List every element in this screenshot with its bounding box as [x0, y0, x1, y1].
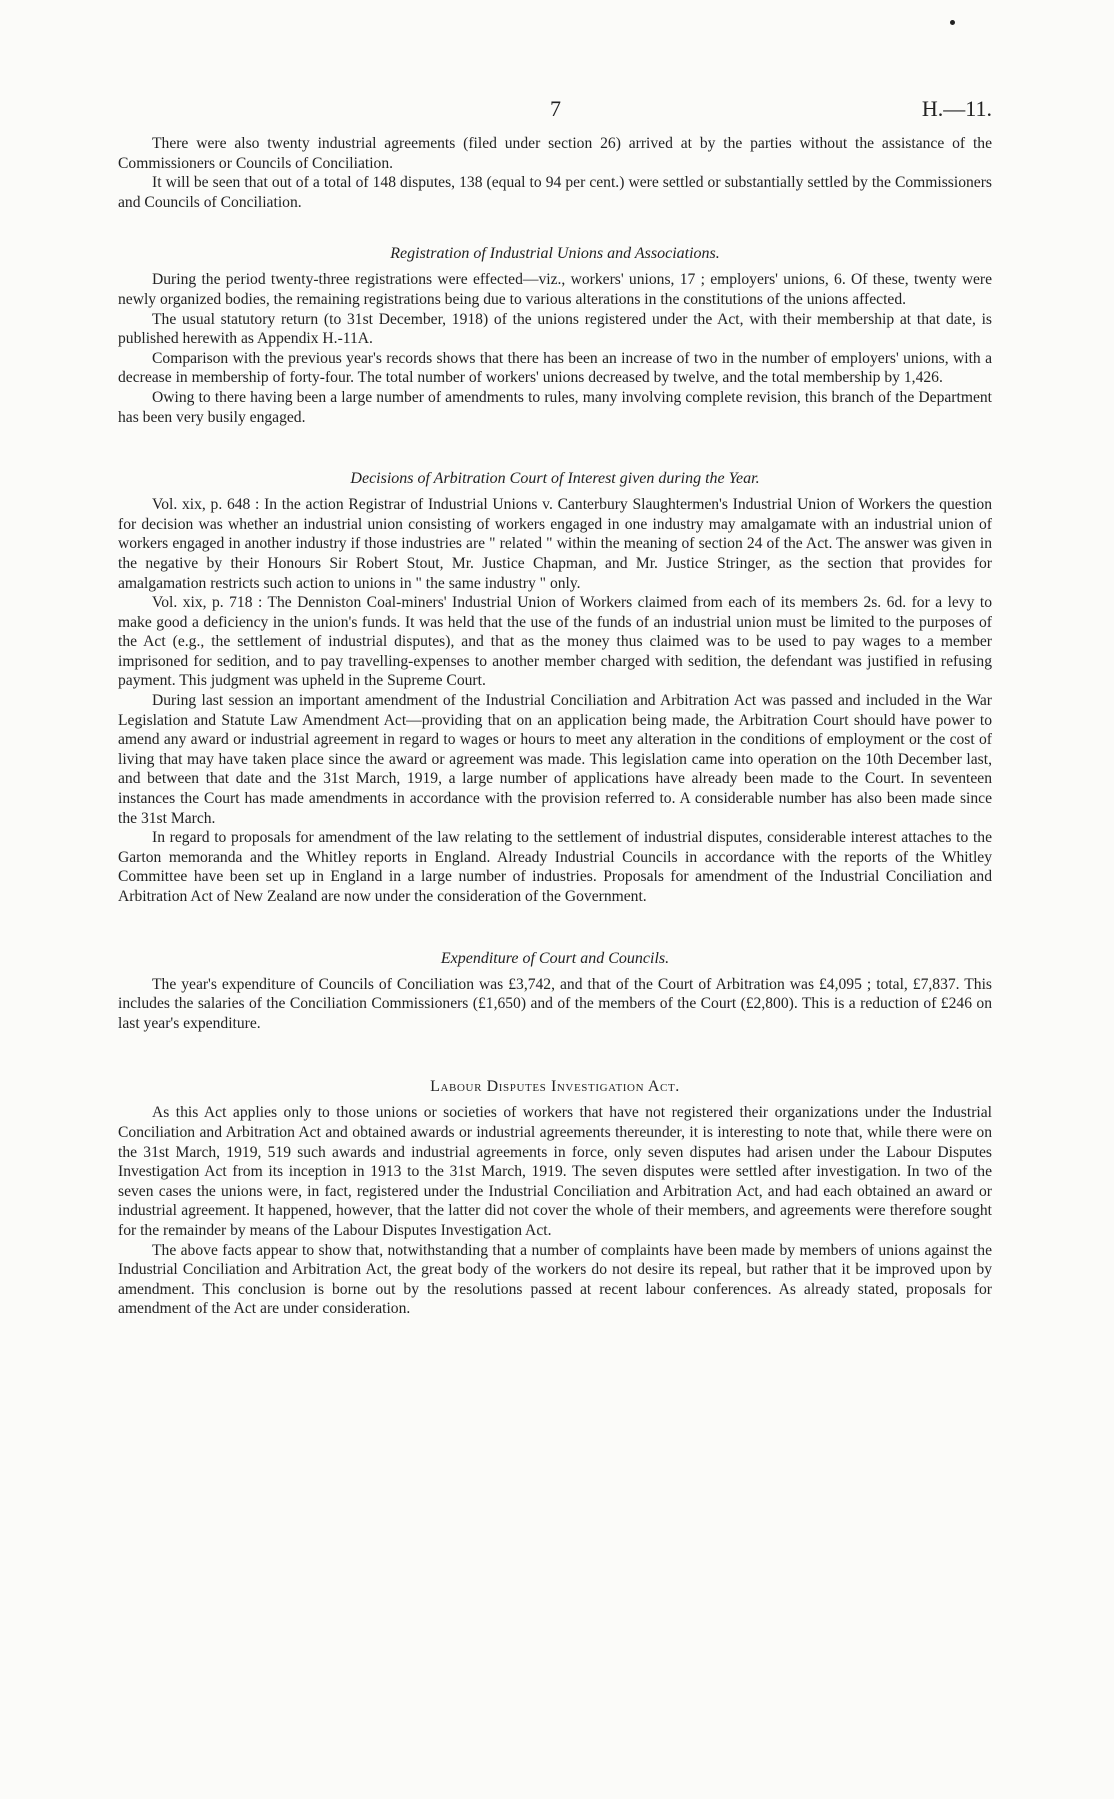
page-header	[118, 82, 992, 122]
paragraph: The year's expenditure of Councils of Conciliation was £3,742, and that of the Court of Arbitration was £4,095 ; total, £7,837. This includes the salaries of the Conciliation Commissioners (£1,650) and of the members of the Court (£2,800). This is a reduction of £246 on last year's expenditure.	[118, 975, 992, 1032]
expenditure-section	[118, 975, 992, 1034]
paragraph: As this Act applies only to those unions or societies of workers that have not registered their organizations under the Industrial Conciliation and Arbitration Act and obtained awards or industrial agreements thereunder, it is interesting to note that, while there were on the 31st March, 1919, 519 such awards and industrial agreements in force, only seven disputes had arisen under the Labour Disputes Investigation Act from its inception in 1913 to the 31st March, 1919. The seven disputes were settled after investigation. In two of the seven cases the unions were, in fact, registered under the Industrial Conciliation and Arbitration Act, and had each obtained an award or industrial agreement. It happened, however, that the latter did not cover the whole of their members, and agreements were therefore sought for the remainder by means of the Labour Disputes Investigation Act.	[118, 1104, 992, 1239]
labour-disputes-section	[118, 1103, 992, 1319]
paragraph: Vol. xix, p. 648 : In the action Registrar of Industrial Unions v. Canterbury Slaughtermen's Industrial Union of Workers the question for decision was whether an industrial union consisting of workers engaged in one industry may amalgamate with an industrial union of workers engaged in another industry if those industries are " related " within the meaning of section 24 of the Act. The answer was given in the negative by their Honours Sir Robert Stout, Mr. Justice Chapman, and Mr. Justice Stringer, as the section that provides for amalgamation restricts such action to unions in " the same industry " only.	[118, 496, 992, 592]
paragraph: The above facts appear to show that, notwithstanding that a number of complaints have been made by members of unions against the Industrial Conciliation and Arbitration Act, the great body of the workers do not desire its repeal, but rather that it be improved upon by amendment. This conclusion is borne out by the resolutions passed at recent labour conferences. As already stated, proposals for amendment of the Act are under consideration.	[118, 1241, 992, 1318]
paragraph: Vol. xix, p. 718 : The Denniston Coal-miners' Industrial Union of Workers claimed from each of its members 2s. 6d. for a levy to make good a deficiency in the union's funds. It was held that the use of the funds of an industrial union must be limited to the purposes of the Act (e.g., the settlement of industrial disputes), and that as the money thus claimed was to be used to pay wages to a member imprisoned for sedition, and to pay travelling-expenses to another member charged with sedition, the defendant was justified in refusing payment. This judgment was upheld in the Supreme Court.	[118, 594, 992, 690]
paragraph: Comparison with the previous year's records shows that there has been an increase of two in the number of employers' unions, with a decrease in membership of forty-four. The total number of workers' unions decreased by twelve, and the total membership by 1,426.	[118, 349, 992, 387]
page-number: 7	[550, 96, 561, 121]
paragraph: There were also twenty industrial agreements (filed under section 26) arrived at by the parties without the assistance of the Commissioners or Councils of Conciliation.	[118, 135, 992, 172]
paragraph: It will be seen that out of a total of 148 disputes, 138 (equal to 94 per cent.) were settled or substantially settled by the Commissioners and Councils of Conciliation.	[118, 174, 992, 211]
decisions-section	[118, 495, 992, 906]
paragraph: In regard to proposals for amendment of the law relating to the settlement of industrial disputes, considerable interest attaches to the Garton memoranda and the Whitley reports in England. Already Industrial Councils in accordance with the reports of the Whitley Committee have been set up in England in a large number of industries. Proposals for amendment of the Industrial Conciliation and Arbitration Act of New Zealand are now under the consideration of the Government.	[118, 829, 992, 905]
document-page	[118, 82, 992, 1319]
section-heading-registration: Registration of Industrial Unions and Associations.	[390, 245, 720, 263]
paragraph: During the period twenty-three registrations were effected—viz., workers' unions, 17 ; employers' unions, 6. Of these, twenty were newly organized bodies, the remaining registrations being due to various alterations in the constitutions of the unions affected.	[118, 271, 992, 308]
registration-section	[118, 270, 992, 427]
intro-section	[118, 134, 992, 212]
paragraph: Owing to there having been a large number of amendments to rules, many involving complete revision, this branch of the Department has been very busily engaged.	[118, 388, 992, 426]
section-heading-expenditure: Expenditure of Court and Councils.	[440, 949, 670, 967]
page-mark-dot	[950, 20, 955, 25]
document-reference: H.—11.	[921, 96, 992, 121]
section-heading-decisions: Decisions of Arbitration Court of Interest given during the Year.	[350, 470, 760, 488]
paragraph: The usual statutory return (to 31st December, 1918) of the unions registered under the Act, with their membership at that date, is published herewith as Appendix H.-11A.	[118, 310, 992, 348]
section-heading-labour-disputes: Labour Disputes Investigation Act.	[430, 1078, 680, 1096]
paragraph: During last session an important amendment of the Industrial Conciliation and Arbitration Act was passed and included in the War Legislation and Statute Law Amendment Act—providing that on an application being made, the Arbitration Court should have power to amend any award or industrial agreement in regard to wages or hours to meet any alteration in the conditions of employment or the cost of living that may have taken place since the award or agreement was made. This legislation came into operation on the 10th December last, and between that date and the 31st March, 1919, a large number of applications have already been made to the Court. In seventeen instances the Court has made amendments in accordance with the provision referred to. A considerable number has also been made since the 31st March.	[118, 692, 992, 827]
